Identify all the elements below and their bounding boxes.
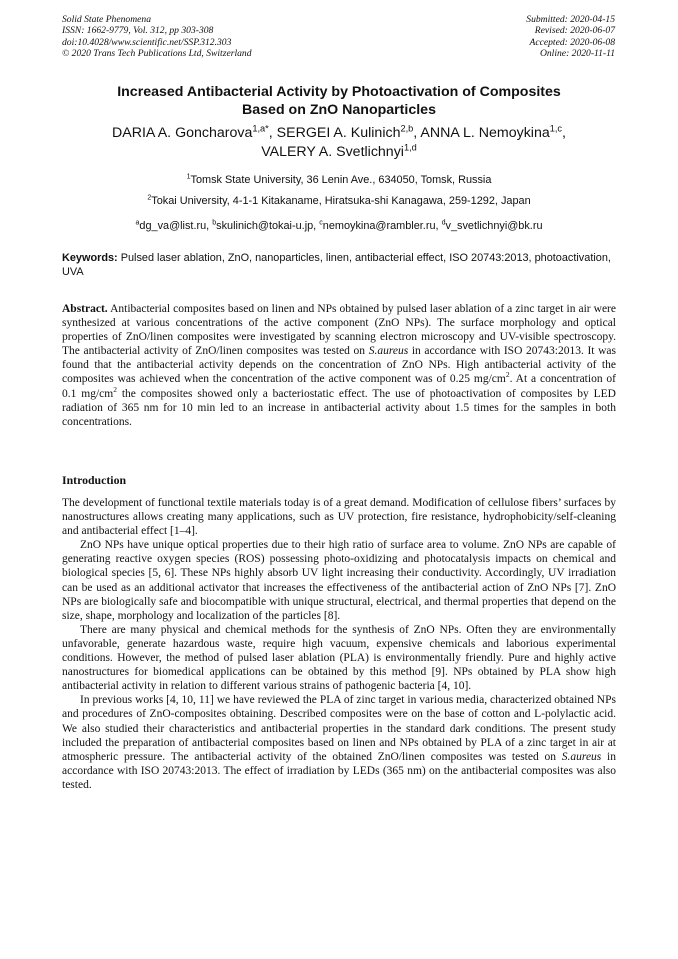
date-accepted: Accepted: 2020-06-08 bbox=[529, 36, 615, 48]
abstract-label: Abstract. bbox=[62, 303, 108, 315]
paragraph-text: in accordance with ISO 20743:2013. The effect of irradiation by LEDs (365 nm) on the antibacterial composites was also tested. bbox=[62, 750, 616, 791]
species-name: S.aureus bbox=[561, 750, 602, 763]
date-online: Online: 2020-11-11 bbox=[539, 47, 615, 59]
author-emails bbox=[62, 220, 616, 233]
author-separator: , bbox=[413, 125, 421, 141]
author-list bbox=[62, 124, 616, 162]
section-heading-introduction: Introduction bbox=[62, 473, 127, 487]
author-separator: , bbox=[562, 125, 566, 141]
author-affiliation-mark: 1,a* bbox=[252, 123, 269, 134]
title-line-1: Increased Antibacterial Activity by Photoactivation of Composites bbox=[117, 84, 561, 100]
affiliation-mark: 1 bbox=[186, 172, 191, 181]
title-line-2: Based on ZnO Nanoparticles bbox=[242, 102, 436, 118]
date-revised: Revised: 2020-06-07 bbox=[534, 25, 615, 37]
affiliation-text: Tomsk State University, 36 Lenin Ave., 634050, Tomsk, Russia bbox=[190, 174, 492, 186]
abstract-text: in accordance with ISO 20743:2013. It was found that the antibacterial activity depends on the concentration of ZnO NPs. High antibacterial activity of the composites was achieved when the concentration of the active component was of 0.25 mg/cm bbox=[62, 345, 617, 386]
journal-doi: doi:10.4028/www.scientific.net/SSP.312.303 bbox=[62, 36, 232, 48]
author-affiliation-mark: 2,b bbox=[400, 123, 414, 134]
author-affiliation-mark: 1,d bbox=[403, 142, 417, 153]
paragraph: ZnO NPs have unique optical properties due to their high ratio of surface area to volume. ZnO NPs are capable of generating reactive oxygen species (ROS) possessing photo-oxidizing and photocatalysis impacts on chemical and biological species [5, 6]. These NPs highly absorb UV light increasing their conductivity. Accordingly, UV irradiation can be used as an additional activator that increases the effectiveness of the antibacterial action of ZnO NPs [7]. ZnO NPs are biologically safe and biocompatible with unique structural, electrical, and thermal properties that depend on the size, shape, morphology and localization of the particles [8]. bbox=[62, 539, 616, 622]
journal-issn: ISSN: 1662-9779, Vol. 312, pp 303-308 bbox=[62, 25, 214, 37]
email-mark: a bbox=[135, 218, 140, 227]
author-line-1 bbox=[62, 124, 616, 143]
abstract-text: the composites showed only a bacteriostatic effect. The use of photoactivation of composites by LED radiation of 365 nm for 10 min led to an increase in antibacterial activity about 1.5 times for the samples in both concentrations. bbox=[62, 387, 616, 428]
abstract-text: . At a concentration of 0.1 mg/cm bbox=[62, 373, 616, 400]
affiliation-1 bbox=[62, 174, 616, 187]
paragraph: There are many physical and chemical methods for the synthesis of ZnO NPs. Often they are environmentally unfavorable, generate hazardous waste, require high vacuum, expensive chemicals and laborious experimental conditions. However, the method of pulsed laser ablation (PLA) is environmentally friendly. Pure and highly active nanostructures for biomedical applications can be obtained by this method [9]. NPs obtained by PLA show high antibacterial activity in relation to different various strains of pathogenic bacteria [4, 10]. bbox=[62, 623, 616, 693]
email-link[interactable]: nemoykina@rambler.ru, bbox=[322, 220, 442, 232]
author-name: SERGEI A. Kulinich bbox=[276, 125, 401, 141]
paper-title bbox=[62, 83, 616, 119]
author-name: DARIA A. Goncharova bbox=[111, 125, 253, 141]
keywords bbox=[62, 252, 616, 279]
abstract bbox=[62, 302, 616, 429]
abstract-text: Antibacterial composites based on linen and NPs obtained by pulsed laser ablation of a zinc target in air were synthesized at various concentrations of the active component (ZnO NPs). The surface morphology and optical properties of ZnO/linen composites were investigated by scanning electron microscopy and UV-visible spectroscopy. The antibacterial activity of ZnO/linen composites was tested on bbox=[62, 303, 616, 358]
author-separator: , bbox=[268, 125, 277, 141]
author-line-2 bbox=[62, 143, 616, 162]
date-submitted: Submitted: 2020-04-15 bbox=[526, 14, 615, 25]
email-mark: b bbox=[212, 218, 217, 227]
paragraph bbox=[62, 693, 616, 792]
email-link[interactable]: skulinich@tokai-u.jp, bbox=[216, 220, 320, 232]
keywords-text: Pulsed laser ablation, ZnO, nanoparticles, linen, antibacterial effect, ISO 20743:2013, photoactivation, UVA bbox=[62, 252, 611, 278]
email-mark: c bbox=[319, 218, 323, 227]
author-name: VALERY A. Svetlichnyi bbox=[261, 144, 404, 160]
email-link[interactable]: v_svetlichnyi@bk.ru bbox=[445, 220, 543, 232]
superscript: 2 bbox=[113, 384, 117, 394]
journal-header-right bbox=[526, 14, 615, 59]
superscript: 2 bbox=[505, 370, 510, 380]
author-affiliation-mark: 1,c bbox=[549, 123, 563, 134]
affiliation-2 bbox=[62, 195, 616, 208]
email-link[interactable]: dg_va@list.ru, bbox=[139, 220, 213, 232]
introduction-body bbox=[62, 496, 616, 792]
keywords-label: Keywords: bbox=[62, 252, 118, 264]
affiliation-text: Tokai University, 4-1-1 Kitakaname, Hiratsuka-shi Kanagawa, 259-1292, Japan bbox=[151, 195, 531, 207]
journal-header-left bbox=[62, 14, 252, 59]
affiliation-mark: 2 bbox=[147, 193, 152, 202]
journal-copyright: © 2020 Trans Tech Publications Ltd, Switzerland bbox=[62, 47, 252, 59]
species-name: S.aureus bbox=[368, 345, 409, 358]
email-mark: d bbox=[441, 218, 446, 227]
paragraph-text: In previous works [4, 10, 11] we have reviewed the PLA of zinc target in various media, characterized obtained NPs and procedures of ZnO-composites obtaining. Described composites were on the base of cotton and L-polylactic acid. We also studied their characteristics and antibacterial properties in the standard dark conditions. The present study included the preparation of antibacterial composites based on linen and NPs obtained by PLA of a zinc target in air at atmospheric pressure. The antibacterial activity of the obtained ZnO/linen composites was tested on bbox=[62, 694, 616, 763]
journal-name: Solid State Phenomena bbox=[62, 14, 151, 25]
author-name: ANNA L. Nemoykina bbox=[420, 125, 550, 141]
paragraph: The development of functional textile materials today is of a great demand. Modification of cellulose fibers’ surfaces by nanostructures allows creating many applications, such as UV protection, fire resistance, hydrophobicity/self-cleaning and antibacterial effect [1–4]. bbox=[62, 497, 616, 538]
